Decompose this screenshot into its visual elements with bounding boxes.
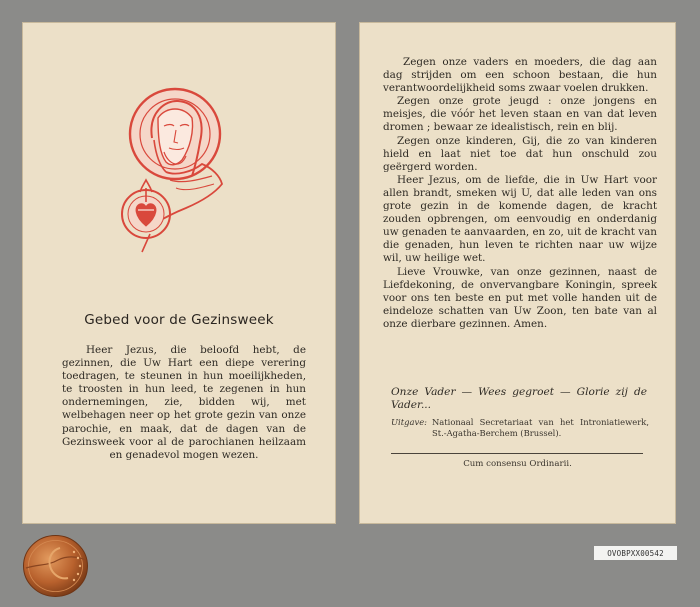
- prayer-paragraph: Zegen onze kinderen, Gij, die zo van kinderen hield en laat niet toe dat hun onschuld zou geërgerd worden.: [383, 134, 657, 173]
- prayer-paragraph: Zegen onze vaders en moeders, die dag aan dag strijden om een schoon bestaan, die hun verantwoordelijkheid soms zwaar voelen drukken.: [383, 56, 657, 95]
- closing-prayers: Onze Vader — Wees gegroet — Glorie zij de Vader...: [391, 386, 647, 412]
- prayer-text-left: [62, 344, 306, 462]
- euro-cent-coin: [22, 534, 89, 598]
- prayer-card-back: [359, 22, 676, 524]
- prayer-paragraph: Zegen onze grote jeugd : onze jongens en meisjes, die vóór het leven staan en van dat leven dromen ; bewaar ze idealistisch, rein en blij.: [383, 95, 657, 134]
- consensus-line: Cum consensu Ordinarii.: [463, 459, 572, 469]
- publisher-note: [391, 417, 649, 438]
- prayer-paragraph: Heer Jezus, die beloofd hebt, de gezinnen, die Uw Hart een diepe verering toedragen, te steunen in hun moeilijkheden, te troosten in hun leed, te zegenen in hun ondernemingen, zie, bidden wij, met welbehagen neer op het grote gezin van onze parochie, en maak, dat de dagen van de Gezinsweek voor al de parochianen heilzaam en genadevol mogen wezen.: [62, 344, 306, 461]
- catalog-number-label: OVOBPXX00542: [594, 546, 677, 560]
- publisher-label: Uitgave:: [391, 417, 427, 427]
- prayer-paragraph: Lieve Vrouwke, van onze gezinnen, naast de Liefdekoning, de onvervangbare Koningin, spreek voor ons ten beste en put met volle handen uit de eindeloze schatten van Uw Zoon, ten bate van al onze dierbare gezinnen. Amen.: [383, 265, 657, 330]
- prayer-title: Gebed voor de Gezinsweek: [84, 312, 274, 328]
- prayer-paragraph: Heer Jezus, om de liefde, die in Uw Hart voor allen brandt, smeken wij U, dat alle leden van ons grote gezin in de komende dagen, de kracht zouden opbrengen, om eenvoudig en onderdanig uw genaden te aanvaarden, en zo, uit de kracht van die genaden, hun leven te richten naar uw wijze wil, uw heilige wet.: [383, 173, 657, 265]
- divider: [391, 453, 643, 454]
- sacred-heart-jesus-icon: [120, 84, 240, 264]
- prayer-card-front: [22, 22, 336, 524]
- publisher-text: Nationaal Secretariaat van het Introniatiewerk, St.-Agatha-Berchem (Brussel).: [431, 417, 649, 438]
- prayer-text-right: [383, 56, 657, 331]
